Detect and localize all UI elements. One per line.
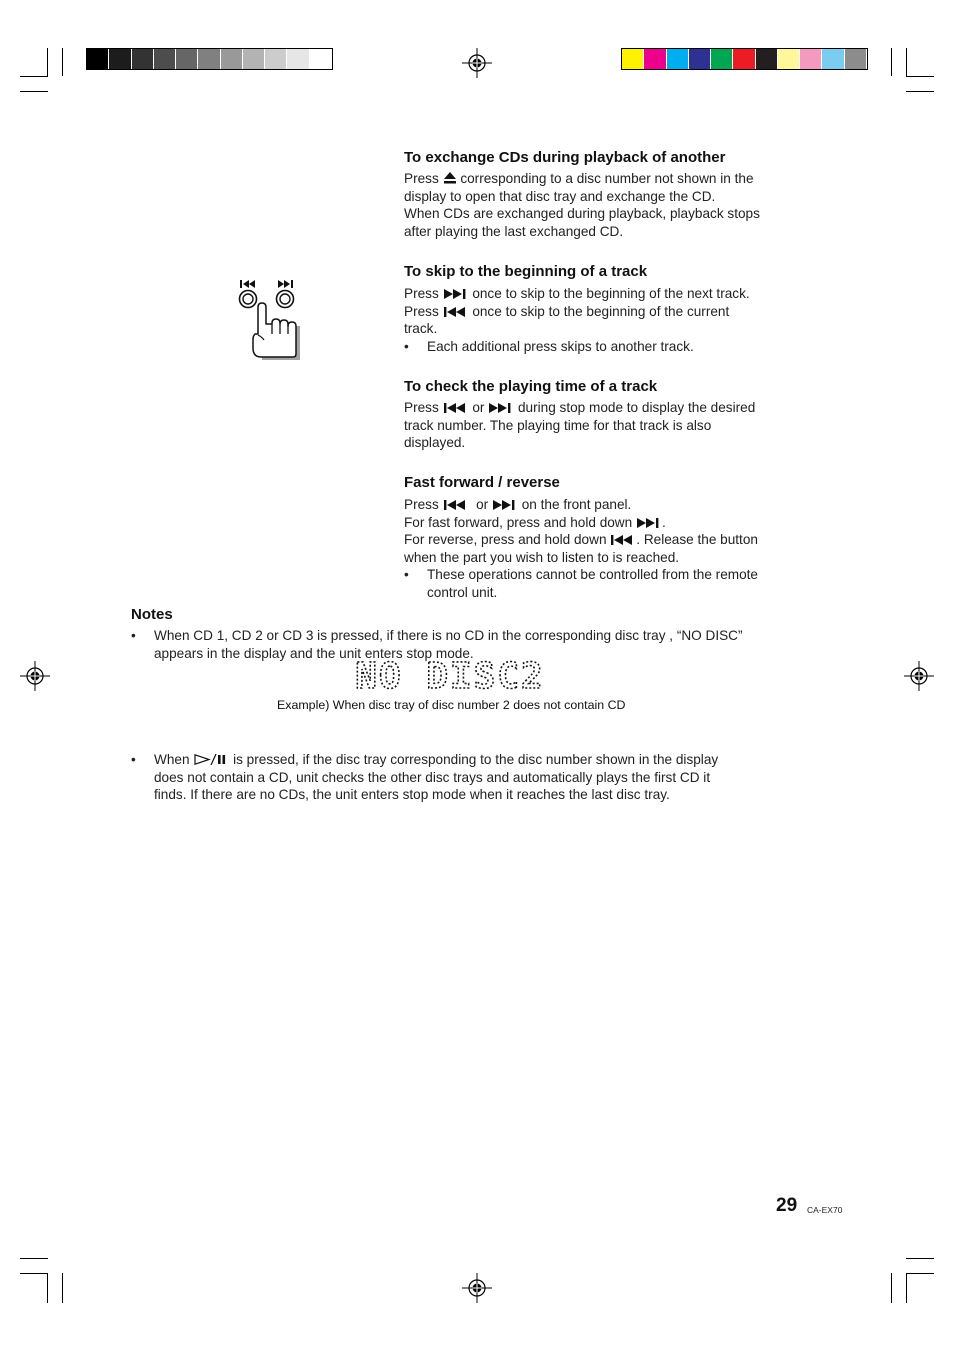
color-swatch (176, 49, 198, 69)
skip-next-icon (444, 289, 468, 299)
color-swatch (733, 49, 755, 69)
section-body-exchange: Press corresponding to a disc number not shown in the display to open that disc tray and exchange the CD. When CDs are exchanged during playback, playback stops after playing the last exchanged CD. (404, 171, 760, 239)
color-swatch (287, 49, 309, 69)
note-item-2: • When is pressed, if the disc tray corresponding to the disc number shown in the display does not contain a CD, unit checks the other disc trays and automatically plays the first CD it finds. If there are no CDs, the unit enters stop mode when it reaches the last disc tray. (131, 751, 718, 804)
section-title-check: To check the playing time of a track (404, 378, 658, 395)
color-swatch (132, 49, 154, 69)
registration-mark-icon (462, 48, 492, 78)
color-swatch (800, 49, 822, 69)
dot-matrix-display (355, 659, 545, 693)
list-item: • Each additional press skips to another track. (404, 338, 750, 356)
section-title-exchange: To exchange CDs during playback of another (404, 149, 726, 166)
notes-title: Notes (131, 606, 173, 623)
color-swatch (198, 49, 220, 69)
color-swatch (265, 49, 287, 69)
skip-next-icon (637, 518, 661, 528)
skip-previous-icon (444, 403, 468, 413)
grayscale-color-bar (86, 48, 333, 70)
color-swatch (845, 49, 867, 69)
color-swatch (154, 49, 176, 69)
model-number: CA-EX70 (807, 1205, 843, 1215)
skip-previous-icon (444, 500, 468, 510)
registration-mark-icon (462, 1273, 492, 1303)
section-body-skip: Press once to skip to the beginning of the next track. Press once to skip to the beginning of the current track. • Each additional press skips to another track. (404, 285, 750, 355)
color-swatch (310, 49, 332, 69)
color-swatch (778, 49, 800, 69)
note-item-1: • When CD 1, CD 2 or CD 3 is pressed, if there is no CD in the corresponding disc tray , “NO DISC” appears in the display and the unit enters stop mode. (131, 627, 743, 662)
play-pause-icon (194, 754, 228, 765)
color-swatch (221, 49, 243, 69)
skip-next-icon (493, 500, 517, 510)
skip-next-icon (489, 403, 513, 413)
color-swatch (756, 49, 778, 69)
registration-mark-icon (20, 661, 50, 691)
color-swatch (711, 49, 733, 69)
section-body-fast-forward: Press or on the front panel. For fast forward, press and hold down . For reverse, press and hold down . Release the button when the part you wish to listen to is reached. • These operations cannot be controlled from the remote control unit. (404, 496, 758, 602)
section-title-skip: To skip to the beginning of a track (404, 263, 648, 280)
color-swatch (87, 49, 109, 69)
list-item: • These operations cannot be controlled from the remote (404, 566, 758, 584)
process-color-bar (621, 48, 868, 70)
color-swatch (644, 49, 666, 69)
page-number: 29 (776, 1195, 798, 1216)
color-swatch (822, 49, 844, 69)
color-swatch (622, 49, 644, 69)
color-swatch (667, 49, 689, 69)
display-caption: Example) When disc tray of disc number 2 does not contain CD (277, 698, 626, 712)
hand-pressing-buttons-icon (234, 278, 306, 364)
skip-previous-icon (611, 535, 635, 545)
color-swatch (109, 49, 131, 69)
skip-previous-icon (444, 307, 468, 317)
color-swatch (243, 49, 265, 69)
eject-icon (444, 172, 456, 184)
svg-text:NO DISC2: NO DISC2 (355, 659, 545, 693)
section-body-check: Press or during stop mode to display the desired track number. The playing time for that track is also displayed. (404, 400, 756, 451)
color-swatch (689, 49, 711, 69)
section-title-fast-forward: Fast forward / reverse (404, 474, 560, 491)
registration-mark-icon (904, 661, 934, 691)
